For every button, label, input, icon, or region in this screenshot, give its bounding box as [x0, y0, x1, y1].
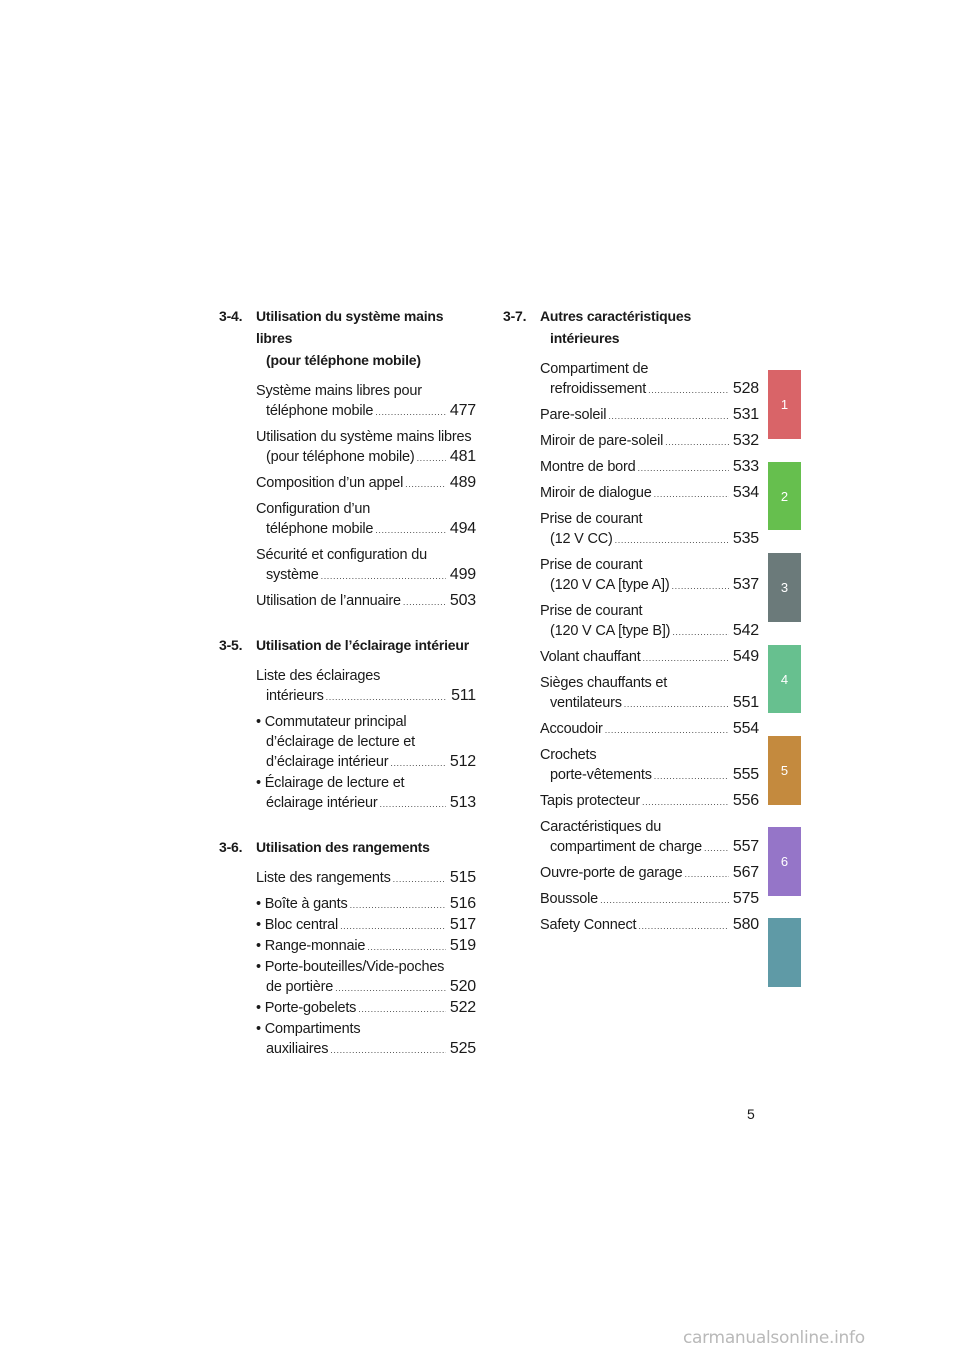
dot-leader	[648, 380, 729, 400]
toc-entry[interactable]	[256, 499, 476, 540]
dot-leader	[638, 916, 729, 936]
entry-row	[540, 837, 759, 858]
page-ref[interactable]: 522	[449, 999, 476, 1016]
entry-title: de portière	[266, 979, 334, 995]
dot-leader	[330, 1040, 446, 1060]
entry-row	[540, 693, 759, 714]
section-number: 3-4.	[219, 308, 243, 324]
entry-title-line: Système mains libres pour	[256, 383, 422, 399]
page-ref[interactable]: 499	[449, 566, 476, 583]
entry-title-line: Prise de courant	[540, 603, 643, 619]
entry-list	[219, 868, 476, 1060]
toc-entry[interactable]	[540, 483, 759, 504]
entry-title-line: Utilisation du système mains libres	[256, 429, 472, 445]
entry-title: refroidissement	[550, 381, 647, 397]
entry-title: auxiliaires	[266, 1041, 329, 1057]
toc-section	[219, 634, 476, 814]
toc-entry[interactable]	[540, 791, 759, 812]
dot-leader	[403, 592, 446, 612]
entry-title: Boussole	[540, 891, 599, 907]
entry-title: (120 V CA [type B])	[550, 623, 671, 639]
entry-row	[256, 936, 476, 957]
toc-entry[interactable]	[540, 673, 759, 714]
entry-title: Ouvre-porte de garage	[540, 865, 683, 881]
section-title	[256, 836, 476, 858]
dot-leader	[379, 794, 445, 814]
page-ref[interactable]: 532	[732, 432, 759, 449]
entry-title: d’éclairage intérieur	[266, 754, 389, 770]
toc-entry[interactable]	[256, 473, 476, 494]
toc-entry[interactable]	[540, 601, 759, 642]
dot-leader	[405, 474, 446, 494]
page-ref[interactable]: 557	[732, 838, 759, 855]
entry-row	[256, 977, 476, 998]
entry-row	[256, 998, 476, 1019]
entry-title: (pour téléphone mobile)	[266, 449, 415, 465]
chapter-tab-1[interactable]: 1	[768, 370, 801, 439]
toc-entry[interactable]	[540, 889, 759, 910]
entry-title: (120 V CA [type A])	[550, 577, 670, 593]
dot-leader	[642, 792, 729, 812]
entry-title-line: Configuration d’un	[256, 501, 371, 517]
entry-row	[540, 379, 759, 400]
entry-title-line: Liste des éclairages	[256, 668, 381, 684]
page-ref[interactable]: 525	[449, 1040, 476, 1057]
section-title-line: Utilisation de l’éclairage intérieur	[256, 637, 469, 653]
entry-title: Utilisation de l’annuaire	[256, 593, 401, 609]
toc-section	[219, 305, 476, 612]
section-title-line: Autres caractéristiques	[540, 308, 692, 324]
entry-title-line: Caractéristiques du	[540, 819, 662, 835]
dot-leader	[390, 753, 446, 773]
toc-section	[219, 836, 476, 1060]
section-title	[256, 634, 476, 656]
entry-list	[219, 381, 476, 612]
entry-title: • Boîte à gants	[256, 896, 348, 912]
entry-row	[256, 793, 476, 814]
entry-title-line: • Commutateur principal	[256, 714, 407, 730]
toc-entry[interactable]	[540, 817, 759, 858]
toc-entry[interactable]	[256, 957, 476, 998]
toc-entry[interactable]	[540, 647, 759, 668]
toc-entry[interactable]	[540, 915, 759, 936]
dot-leader	[624, 694, 729, 714]
page-ref[interactable]: 533	[732, 458, 759, 475]
entry-title: • Bloc central	[256, 917, 339, 933]
dot-leader	[358, 999, 446, 1019]
entry-title: Composition d’un appel	[256, 475, 404, 491]
entry-row	[256, 894, 476, 915]
dot-leader	[375, 520, 446, 540]
entry-title-line: • Compartiments	[256, 1021, 361, 1037]
entry-title: compartiment de charge	[550, 839, 702, 855]
entry-title: porte-vêtements	[550, 767, 652, 783]
entry-title-line: Crochets	[540, 747, 597, 763]
dot-leader	[608, 406, 729, 426]
toc-entry[interactable]	[540, 863, 759, 884]
entry-title: • Range-monnaie	[256, 938, 366, 954]
entry-title-line: Compartiment de	[540, 361, 649, 377]
dot-leader	[605, 720, 729, 740]
section-title-line: Utilisation du système mains libres	[256, 308, 444, 346]
watermark-text: carmanualsonline.info	[683, 1328, 865, 1348]
entry-title-line: Prise de courant	[540, 557, 643, 573]
toc-section	[503, 305, 759, 936]
entry-row	[256, 591, 476, 612]
toc-entry[interactable]	[256, 773, 476, 814]
chapter-tab-2[interactable]: 2	[768, 462, 801, 530]
toc-entry[interactable]	[256, 666, 476, 707]
entry-title: téléphone mobile	[266, 521, 374, 537]
toc-entry[interactable]	[540, 431, 759, 452]
entry-row	[540, 719, 759, 740]
section-title	[256, 305, 476, 371]
entry-list	[219, 666, 476, 814]
section-title	[540, 305, 759, 349]
page-ref[interactable]: 489	[449, 474, 476, 491]
chapter-tab-index[interactable]	[768, 918, 801, 987]
entry-title: Safety Connect	[540, 917, 637, 933]
chapter-tab-5[interactable]: 5	[768, 736, 801, 805]
entry-row	[540, 483, 759, 504]
section-number: 3-5.	[219, 637, 243, 653]
entry-list	[503, 359, 759, 936]
page-ref[interactable]: 513	[449, 794, 476, 811]
section-heading	[219, 634, 476, 656]
entry-row	[256, 473, 476, 494]
dot-leader	[685, 864, 729, 884]
toc-entry[interactable]	[256, 381, 476, 422]
page-ref[interactable]: 555	[732, 766, 759, 783]
dot-leader	[340, 916, 446, 936]
section-number: 3-6.	[219, 839, 243, 855]
entry-title: • Porte-gobelets	[256, 1000, 357, 1016]
toc-entry[interactable]	[540, 359, 759, 400]
entry-title: Miroir de pare-soleil	[540, 433, 664, 449]
page-ref[interactable]: 516	[449, 895, 476, 912]
entry-title-line: Sièges chauffants et	[540, 675, 668, 691]
page-ref[interactable]: 535	[732, 530, 759, 547]
dot-leader	[704, 838, 729, 858]
entry-title: Tapis protecteur	[540, 793, 640, 809]
entry-title: Montre de bord	[540, 459, 636, 475]
page-ref[interactable]: 556	[732, 792, 759, 809]
dot-leader	[393, 869, 446, 889]
entry-title: système	[266, 567, 319, 583]
section-number: 3-7.	[503, 308, 527, 324]
dot-leader	[350, 895, 446, 915]
entry-title-line: Prise de courant	[540, 511, 643, 527]
toc-right-column	[503, 305, 759, 958]
page-ref[interactable]: 481	[449, 448, 476, 465]
dot-leader	[600, 890, 729, 910]
page-ref[interactable]: 503	[449, 592, 476, 609]
toc-entry[interactable]	[540, 509, 759, 550]
dot-leader	[321, 566, 446, 586]
entry-row	[540, 621, 759, 642]
entry-title-line: d’éclairage de lecture et	[266, 734, 415, 750]
entry-title: Miroir de dialogue	[540, 485, 652, 501]
toc-entry[interactable]	[256, 1019, 476, 1060]
entry-row	[540, 765, 759, 786]
dot-leader	[367, 937, 446, 957]
entry-row	[540, 915, 759, 936]
toc-entry[interactable]	[540, 719, 759, 740]
page-ref[interactable]: 537	[732, 576, 759, 593]
entry-row	[256, 565, 476, 586]
page-ref[interactable]: 520	[449, 978, 476, 995]
chapter-tab-3[interactable]: 3	[768, 553, 801, 622]
toc-entry[interactable]	[256, 936, 476, 957]
toc-entry[interactable]	[256, 868, 476, 889]
page-ref[interactable]: 542	[732, 622, 759, 639]
entry-title-line: • Éclairage de lecture et	[256, 775, 405, 791]
entry-row	[256, 401, 476, 422]
page-ref[interactable]: 528	[732, 380, 759, 397]
toc-entry[interactable]	[256, 591, 476, 612]
page-ref[interactable]: 519	[449, 937, 476, 954]
entry-title: intérieurs	[266, 688, 324, 704]
page-ref[interactable]: 551	[732, 694, 759, 711]
toc-entry[interactable]	[256, 998, 476, 1019]
page-number: 5	[747, 1106, 755, 1122]
section-heading	[219, 836, 476, 858]
entry-row	[540, 791, 759, 812]
entry-title: Accoudoir	[540, 721, 603, 737]
entry-title: (12 V CC)	[550, 531, 613, 547]
toc-entry[interactable]	[256, 712, 476, 773]
entry-title-line: Sécurité et configuration du	[256, 547, 427, 563]
page-ref[interactable]: 549	[732, 648, 759, 665]
dot-leader	[335, 978, 446, 998]
dot-leader	[326, 687, 447, 707]
page-ref[interactable]: 515	[449, 869, 476, 886]
dot-leader	[665, 432, 729, 452]
entry-row	[540, 647, 759, 668]
toc-entry[interactable]	[256, 545, 476, 586]
dot-leader	[654, 766, 729, 786]
entry-row	[540, 575, 759, 596]
page-ref[interactable]: 511	[451, 687, 476, 704]
entry-title: téléphone mobile	[266, 403, 374, 419]
entry-row	[256, 868, 476, 889]
page-ref[interactable]: 554	[732, 720, 759, 737]
dot-leader	[643, 648, 729, 668]
page-ref[interactable]: 534	[732, 484, 759, 501]
entry-row	[256, 686, 476, 707]
section-heading	[219, 305, 476, 371]
toc-entry[interactable]	[540, 745, 759, 786]
page-ref[interactable]: 494	[449, 520, 476, 537]
entry-row	[540, 457, 759, 478]
entry-title: éclairage intérieur	[266, 795, 378, 811]
toc-left-column	[219, 305, 476, 1082]
page-ref[interactable]: 580	[732, 916, 759, 933]
dot-leader	[672, 576, 729, 596]
page-ref[interactable]: 575	[732, 890, 759, 907]
page-ref[interactable]: 567	[732, 864, 759, 881]
dot-leader	[615, 530, 729, 550]
section-title-line: Utilisation des rangements	[256, 839, 430, 855]
entry-row	[540, 529, 759, 550]
dot-leader	[638, 458, 729, 478]
entry-title: Liste des rangements	[256, 870, 391, 886]
toc-entry[interactable]	[256, 427, 476, 468]
toc-entry[interactable]	[256, 915, 476, 936]
chapter-tab-4[interactable]: 4	[768, 645, 801, 713]
toc-entry[interactable]	[540, 457, 759, 478]
dot-leader	[654, 484, 729, 504]
section-title-line: intérieures	[550, 330, 620, 346]
entry-row	[540, 889, 759, 910]
toc-entry[interactable]	[540, 555, 759, 596]
entry-title-line: • Porte-bouteilles/Vide-poches	[256, 959, 445, 975]
toc-entry[interactable]	[540, 405, 759, 426]
dot-leader	[417, 448, 446, 468]
page-ref[interactable]: 512	[449, 753, 476, 770]
chapter-tab-6[interactable]: 6	[768, 827, 801, 896]
entry-row	[256, 519, 476, 540]
entry-row	[256, 752, 476, 773]
entry-row	[540, 431, 759, 452]
section-heading	[503, 305, 759, 349]
entry-row	[540, 405, 759, 426]
dot-leader	[672, 622, 729, 642]
page-ref[interactable]: 517	[449, 916, 476, 933]
entry-title: Volant chauffant	[540, 649, 641, 665]
page-ref[interactable]: 531	[732, 406, 759, 423]
entry-title: ventilateurs	[550, 695, 622, 711]
toc-entry[interactable]	[256, 894, 476, 915]
entry-title: Pare-soleil	[540, 407, 607, 423]
entry-row	[256, 1039, 476, 1060]
page-ref[interactable]: 477	[449, 402, 476, 419]
entry-row	[256, 915, 476, 936]
section-title-line: (pour téléphone mobile)	[266, 352, 421, 368]
entry-row	[256, 447, 476, 468]
entry-row	[540, 863, 759, 884]
dot-leader	[375, 402, 446, 422]
